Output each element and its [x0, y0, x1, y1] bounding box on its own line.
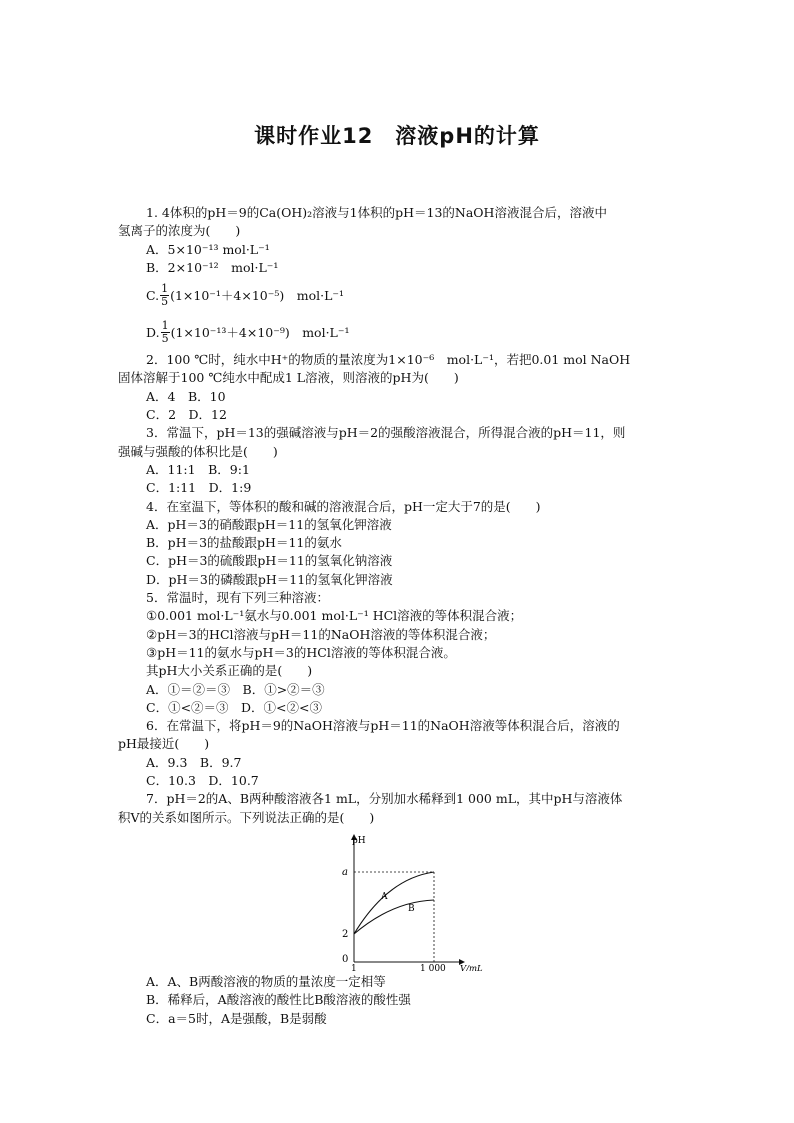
q1-option-d-label: D.	[146, 324, 160, 340]
q5-question: 其pH大小关系正确的是( )	[146, 663, 313, 679]
q7-option-c: C．a＝5时，A是强酸，B是弱酸	[146, 1010, 327, 1026]
y-tick-2: 2	[342, 928, 349, 940]
q2-stem-line-1: 2．100 ℃时，纯水中H⁺的物质的量浓度为1×10⁻⁶ mol·L⁻¹，若把0.01 mol NaOH	[146, 352, 631, 368]
worksheet-body	[118, 204, 680, 1028]
q6-options-row-1: A．9.3 B．9.7	[146, 754, 242, 770]
ph-volume-chart	[336, 829, 486, 971]
q3-stem-line-1: 3．常温下，pH＝13的强碱溶液与pH＝2的强酸溶液混合，所得混合液的pH＝11，则	[146, 425, 626, 441]
q1-option-c-fraction	[160, 283, 169, 308]
q4-option-d: D．pH＝3的磷酸跟pH＝11的氢氧化钾溶液	[146, 571, 393, 587]
q2-options-row-2: C．2 D．12	[146, 407, 227, 423]
q6-stem-line-1: 6．在常温下，将pH＝9的NaOH溶液与pH＝11的NaOH溶液等体积混合后，溶液的	[146, 718, 620, 734]
q7-stem-line-1: 7．pH＝2的A、B两种酸溶液各1 mL，分别加水稀释到1 000 mL，其中pH与溶液体	[146, 791, 623, 807]
q4-option-c: C．pH＝3的硫酸跟pH＝11的氢氧化钠溶液	[146, 553, 393, 569]
q7-stem-line-2: 积V的关系如图所示。下列说法正确的是( )	[118, 809, 375, 825]
q5-options-row-1: A．①＝②＝③ B．①>②＝③	[146, 681, 325, 697]
q5-solution-3: ③pH＝11的氨水与pH＝3的HCl溶液的等体积混合液。	[146, 644, 456, 660]
q7-option-b: B．稀释后，A酸溶液的酸性比B酸溶液的酸性强	[146, 992, 411, 1008]
q7-option-a: A．A、B两酸溶液的物质的量浓度一定相等	[146, 973, 386, 989]
q1-option-a: A．5×10⁻¹³ mol·L⁻¹	[146, 241, 270, 257]
q1-option-c	[118, 277, 680, 314]
q6-options-row-2: C．10.3 D．10.7	[146, 773, 259, 789]
page-title: 课时作业12 溶液pH的计算	[254, 124, 540, 148]
q6-stem-line-2: pH最接近( )	[118, 736, 210, 752]
q4-option-b: B．pH＝3的盐酸跟pH＝11的氨水	[146, 535, 342, 551]
q3-options-row-1: A．11:1 B．9:1	[146, 461, 250, 477]
q2-options-row-1: A．4 B．10	[146, 388, 226, 404]
q4-stem: 4．在室温下，等体积的酸和碱的溶液混合后，pH一定大于7的是( )	[146, 498, 541, 514]
x-axis-label: V/mL	[460, 963, 483, 971]
q1-option-d-fraction	[161, 320, 170, 345]
q2-stem-line-2: 固体溶解于100 ℃纯水中配成1 L溶液，则溶液的pH为( )	[118, 370, 459, 386]
fraction-denominator: 5	[161, 295, 169, 309]
q5-solution-2: ②pH＝3的HCl溶液与pH＝11的NaOH溶液的等体积混合液；	[146, 626, 496, 642]
q1-option-c-text: (1×10⁻¹＋4×10⁻⁵) mol·L⁻¹	[170, 287, 344, 303]
fraction-numerator: 1	[161, 319, 169, 333]
q1-option-d-text: (1×10⁻¹³＋4×10⁻⁹) mol·L⁻¹	[170, 324, 350, 340]
y-tick-a: a	[342, 866, 348, 878]
y-tick-0: 0	[342, 953, 349, 965]
q5-options-row-2: C．①<②＝③ D．①<②<③	[146, 699, 323, 715]
q5-solution-1: ①0.001 mol·L⁻¹氨水与0.001 mol·L⁻¹ HCl溶液的等体积混合液；	[146, 608, 523, 624]
series-b-label: B	[408, 903, 415, 914]
x-tick-1000: 1 000	[420, 963, 446, 971]
q1-option-b: B．2×10⁻¹² mol·L⁻¹	[146, 259, 279, 275]
fraction-numerator: 1	[161, 282, 169, 296]
q3-options-row-2: C．1:11 D．1:9	[146, 480, 252, 496]
x-tick-1: 1	[351, 963, 357, 971]
q3-stem-line-2: 强碱与强酸的体积比是( )	[118, 443, 278, 459]
q1-option-c-label: C.	[146, 287, 160, 303]
q1-option-d	[118, 314, 680, 351]
q5-stem: 5．常温时，现有下列三种溶液：	[146, 590, 329, 606]
q1-stem-line-1: 1. 4体积的pH＝9的Ca(OH)₂溶液与1体积的pH＝13的NaOH溶液混合后，溶液中	[146, 205, 607, 220]
q1-stem-line-2: 氢离子的浓度为( )	[118, 223, 241, 239]
y-axis-label: pH	[352, 835, 366, 846]
q4-option-a: A．pH＝3的硝酸跟pH＝11的氢氧化钾溶液	[146, 516, 392, 532]
fraction-denominator: 5	[161, 332, 169, 346]
series-a-label: A	[381, 891, 388, 902]
